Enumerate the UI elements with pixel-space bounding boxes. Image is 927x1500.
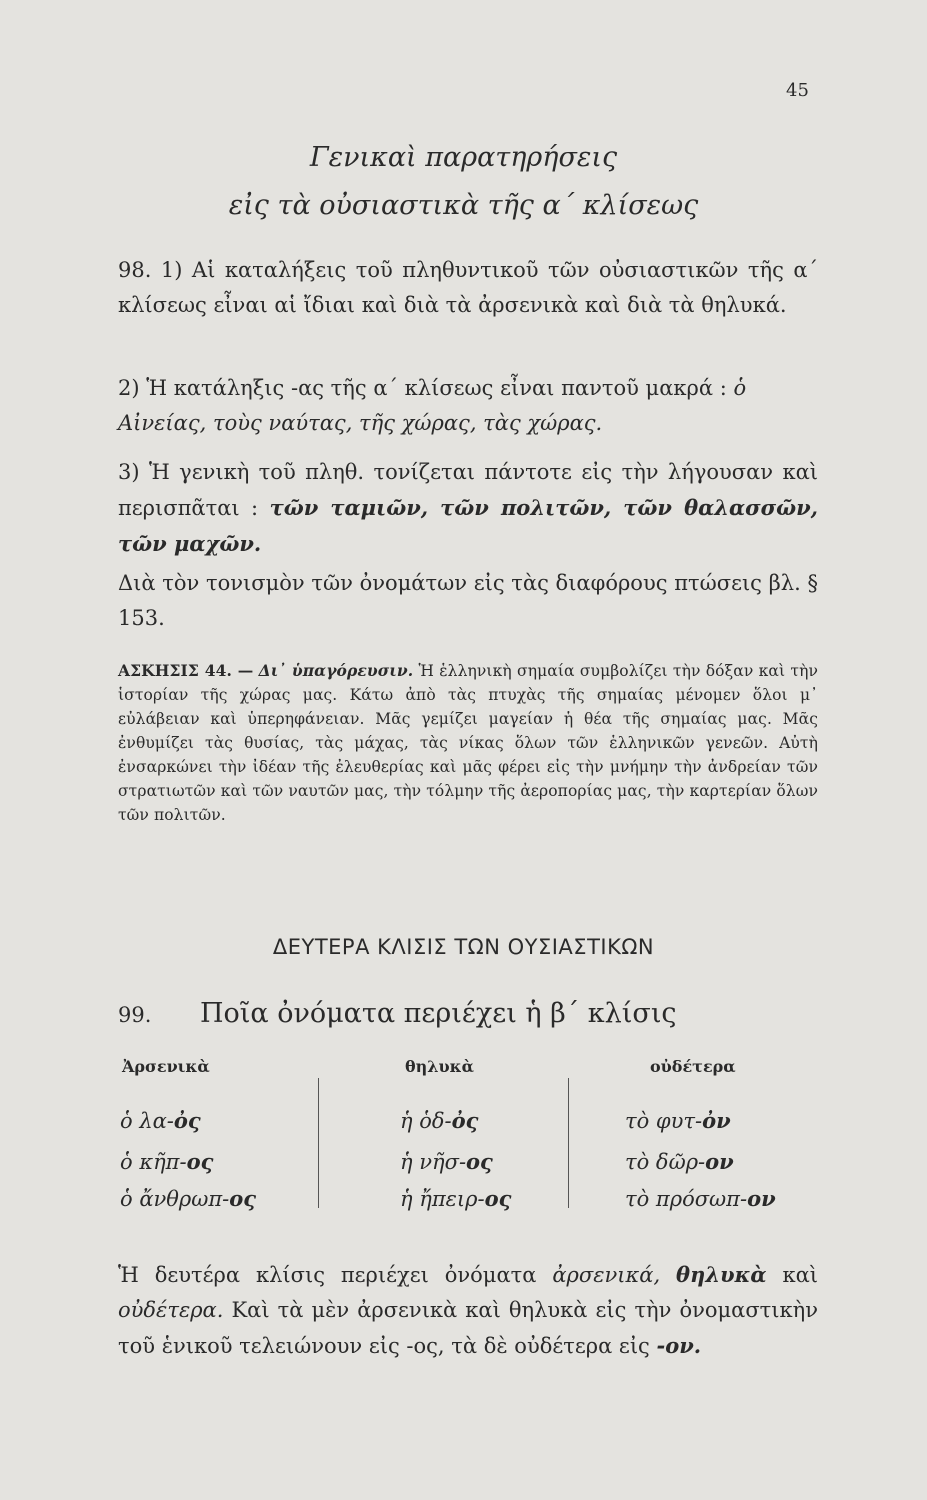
table-cell: ἡ ἤπειρ-ος <box>400 1186 512 1211</box>
table-cell: ὁ ἄνθρωπ-ος <box>120 1186 257 1211</box>
table-cell: τὸ φυτ-ὀν <box>625 1108 731 1133</box>
rule-2 <box>118 371 818 441</box>
exercise-title: Δι᾿ ὑπαγόρευσιν. <box>258 661 414 680</box>
table-cell: ἡ νῆσ-ος <box>400 1149 493 1174</box>
exercise-44 <box>118 659 818 827</box>
heading-line-1: Γενικαὶ παρατηρήσεις <box>309 142 618 173</box>
accent-note: Διὰ τὸν τονισμὸν τῶν ὀνομάτων εἰς τὰς διαφόρους πτώσεις βλ. § 153. <box>118 571 818 630</box>
table-cell: ἡ ὁδ-ὀς <box>400 1108 479 1133</box>
rule-3-examples: τῶν ταμιῶν, τῶν πολιτῶν, τῶν θαλασσῶν, τῶν μαχῶν. <box>118 495 818 556</box>
page-number: 45 <box>786 80 809 101</box>
table-divider-1 <box>318 1078 319 1208</box>
question-99-number: 99. <box>118 1003 152 1027</box>
question-99-title: Ποῖα ὀνόματα περιέχει ἡ β΄ κλίσις <box>200 998 677 1029</box>
rule-2-text: 2) Ἡ κατάληξις -ας τῆς α΄ κλίσεως εἶναι παντοῦ μακρά : <box>118 376 727 400</box>
table-cell: τὸ πρόσωπ-ον <box>625 1186 776 1211</box>
rule-2-examples: ὁ Αἰνείας, τοὺς ναύτας, τῆς χώρας, τὰς χώρας. <box>118 376 747 435</box>
rule-3 <box>118 455 818 562</box>
col-header-neuter: οὐδέτερα <box>650 1057 736 1076</box>
rule-3-text: 3) Ἡ γενικὴ τοῦ πληθ. τονίζεται πάντοτε εἰς τὴν λήγουσαν καὶ περισπᾶται : <box>118 460 818 520</box>
table-divider-2 <box>568 1078 569 1208</box>
section-title: ΔΕΥΤΕΡΑ ΚΛΙΣΙΣ ΤΩΝ ΟΥΣΙΑΣΤΙΚΩΝ <box>272 935 655 959</box>
table-cell: τὸ δῶρ-ον <box>625 1149 734 1174</box>
col-header-feminine: θηλυκὰ <box>405 1057 474 1076</box>
table-cell: ὁ κῆπ-ος <box>120 1149 214 1174</box>
exercise-label: ΑΣΚΗΣΙΣ 44. — <box>118 661 254 680</box>
heading-line-2: εἰς τὰ οὐσιαστικὰ τῆς α΄ κλίσεως <box>228 190 699 221</box>
final-paragraph: Ἡ δευτέρα κλίσις περιέχει ὀνόματα ἀρσενικά, θηλυκὰ καὶ οὐδέτερα. Καὶ τὰ μὲν ἀρσενικὰ καὶ θηλυκὰ εἰς τὴν ὀνομαστικὴν τοῦ ἑνικοῦ τελειώνουν εἰς -ος, τὰ δὲ οὐδέτερα εἰς -ον. <box>118 1262 818 1358</box>
exercise-text: Ἡ ἑλληνικὴ σημαία συμβολίζει τὴν δόξαν καὶ τὴν ἱστορίαν τῆς χώρας μας. Κάτω ἀπὸ τὰς πτυχὰς τῆς σημαίας μένομεν ὅλοι μ᾿ εὐλάβειαν καὶ ὑπερηφάνειαν. Μᾶς γεμίζει μαγείαν ἡ θέα τῆς σημαίας μας. Μᾶς ἐνθυμίζει τὰς θυσίας, τὰς μάχας, τὰς νίκας ὅλων τῶν ἑλληνικῶν γενεῶν. Αὐτὴ ἐνσαρκώνει τὴν ἰδέαν τῆς ἐλευθερίας καὶ μᾶς φέρει εἰς τὴν μνήμην τὴν ἀνδρείαν τῶν στρατιωτῶν καὶ τῶν ναυτῶν μας, τὴν τόλμην τῆς ἀεροπορίας μας, τὴν καρτερίαν ὅλων τῶν πολιτῶν. <box>118 662 818 824</box>
table-cell: ὁ λα-ὀς <box>120 1108 201 1133</box>
col-header-masculine: Ἀρσενικὰ <box>122 1057 210 1076</box>
paragraph-98: 98. 1) Αἱ καταλήξεις τοῦ πληθυντικοῦ τῶν οὐσιαστικῶν τῆς α΄ κλίσεως εἶναι αἱ ἴδιαι καὶ διὰ τὰ ἀρσενικὰ καὶ διὰ τὰ θηλυκά. <box>118 258 818 317</box>
